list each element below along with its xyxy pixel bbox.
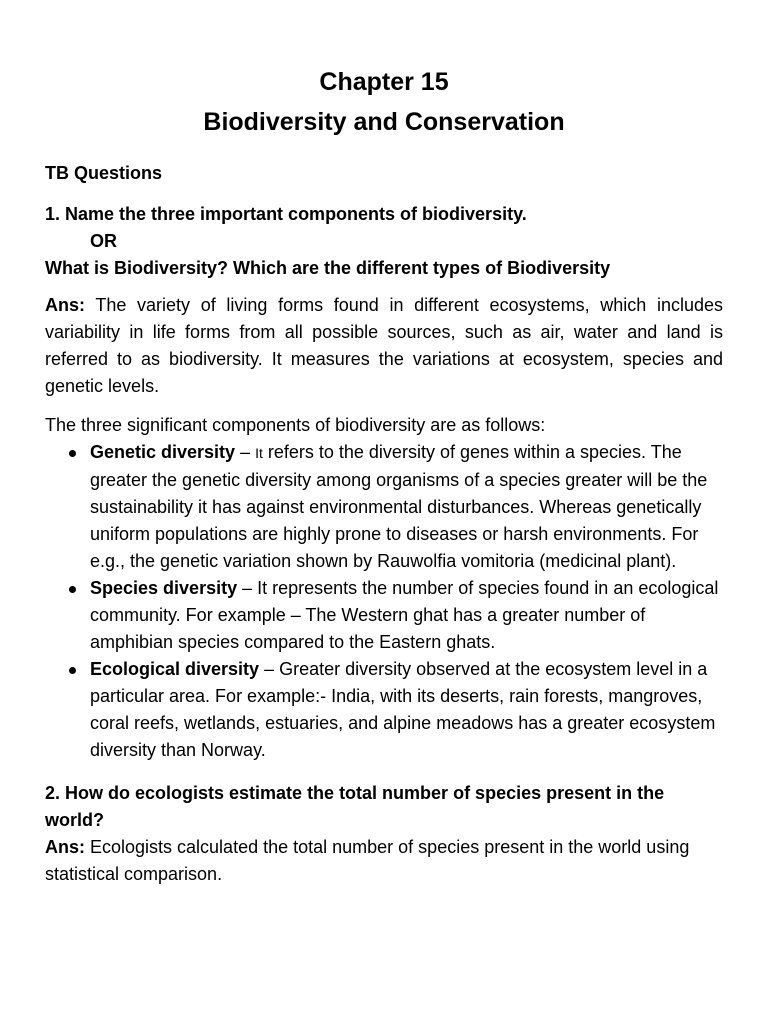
component-text: refers to the diversity of genes within a species. The greater the genetic diversity among organisms of a species greater will be the sustainability it has against environmental disturbances. Whereas genetically uniform populations are highly prone to diseases or harsh environments. For e.g., the genetic variation shown by Rauwolfia vomitoria (medicinal plant). [90,442,708,571]
question-1-alt: What is Biodiversity? Which are the different types of Biodiversity [45,258,611,278]
components-list [45,439,723,764]
chapter-title: Biodiversity and Conservation [203,108,565,136]
component-dash: – [259,659,280,679]
list-item [45,575,723,656]
answer-2-text: Ecologists calculated the total number of species present in the world using statistical comparison. [45,837,690,884]
answer-label: Ans: [45,837,85,857]
component-text: Greater diversity observed at the ecosystem level in a particular area. For example:- India, with its deserts, rain forests, mangroves, coral reefs, wetlands, estuaries, and alpine meadows has a greater ecosystem diversity than Norway. [90,659,716,760]
component-small: It [255,445,263,461]
list-item [45,439,723,575]
chapter-number: Chapter 15 [319,68,449,96]
component-dash: – [237,578,258,598]
answer-2 [45,834,723,888]
question-1: 1. Name the three important components of biodiversity. [45,204,527,224]
answer-1-text: The variety of living forms found in different ecosystems, which includes variability in life forms from all possible sources, such as air, water and land is referred to as biodiversity. It measures the variations at ecosystem, species and genetic levels. [45,295,723,396]
component-term: Ecological diversity [90,659,260,679]
components-lead: The three significant components of biodiversity are as follows: [45,415,546,435]
component-text: It represents the number of species found in an ecological community. For example – The Western ghat has a greater number of amphibian species compared to the Eastern ghats. [90,578,719,652]
answer-1 [45,292,723,400]
question-2: 2. How do ecologists estimate the total number of species present in the world? [45,783,665,830]
bullet-icon [69,450,76,457]
bullet-icon [69,586,76,593]
component-term: Genetic diversity [90,442,236,462]
answer-label: Ans: [45,295,85,315]
document-page [45,64,723,888]
bullet-icon [69,667,76,674]
component-dash: – [235,442,256,462]
list-item [45,656,723,764]
or-label: OR [90,231,117,251]
section-heading: TB Questions [45,163,163,183]
component-term: Species diversity [90,578,238,598]
